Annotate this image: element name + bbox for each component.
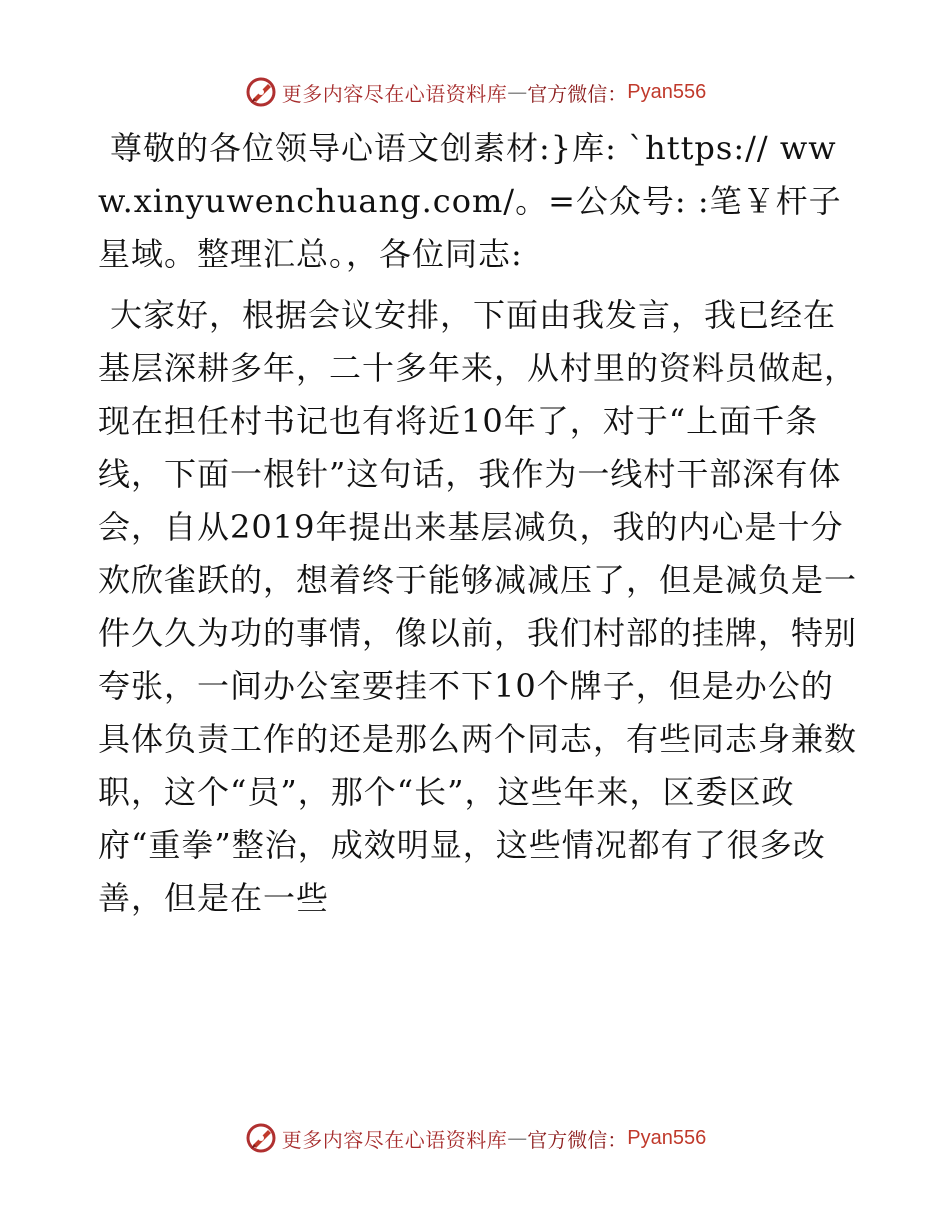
banner-wechat-id: Pyan556 (627, 80, 707, 103)
brush-logo-icon (244, 1121, 278, 1155)
footer-banner (0, 1118, 950, 1158)
paragraph-greeting: 尊敬的各位领导心语文创素材:}库: `https:// www.xinyuwenchuang.com/。=公众号: :笔￥杆子星域。整理汇总。，各位同志: (98, 129, 842, 273)
banner-wechat-label: 官方微信： (527, 1127, 628, 1152)
document-body (98, 122, 858, 925)
paragraph-speech: 大家好，根据会议安排，下面由我发言，我已经在基层深耕多年，二十多年来，从村里的资料员做起，现在担任村书记也有将近10年了，对于“上面千条线，下面一根针”这句话，我作为一线村干部深有体会，自从2019年提出来基层减负，我的内心是十分欢欣雀跃的，想着终于能够减减压了，但是减负是一件久久为功的事情，像以前，我们村部的挂牌，特别夸张，一间办公室要挂不下10个牌子，但是办公的具体负责工作的还是那么两个同志，有些同志身兼数职，这个“员”，那个“长”，这些年来，区委区政府“重拳”整治，成效明显，这些情况都有了很多改善，但是在一些 (98, 296, 858, 917)
header-banner (0, 72, 950, 112)
banner-separator: — (507, 80, 528, 104)
banner-wechat-id: Pyan556 (627, 1126, 707, 1149)
banner-title: 更多内容尽在心语资料库 (281, 81, 508, 106)
banner-separator: — (507, 1126, 528, 1150)
banner-title: 更多内容尽在心语资料库 (281, 1127, 508, 1152)
banner-wechat-label: 官方微信： (527, 81, 628, 106)
brush-logo-icon (244, 75, 278, 109)
